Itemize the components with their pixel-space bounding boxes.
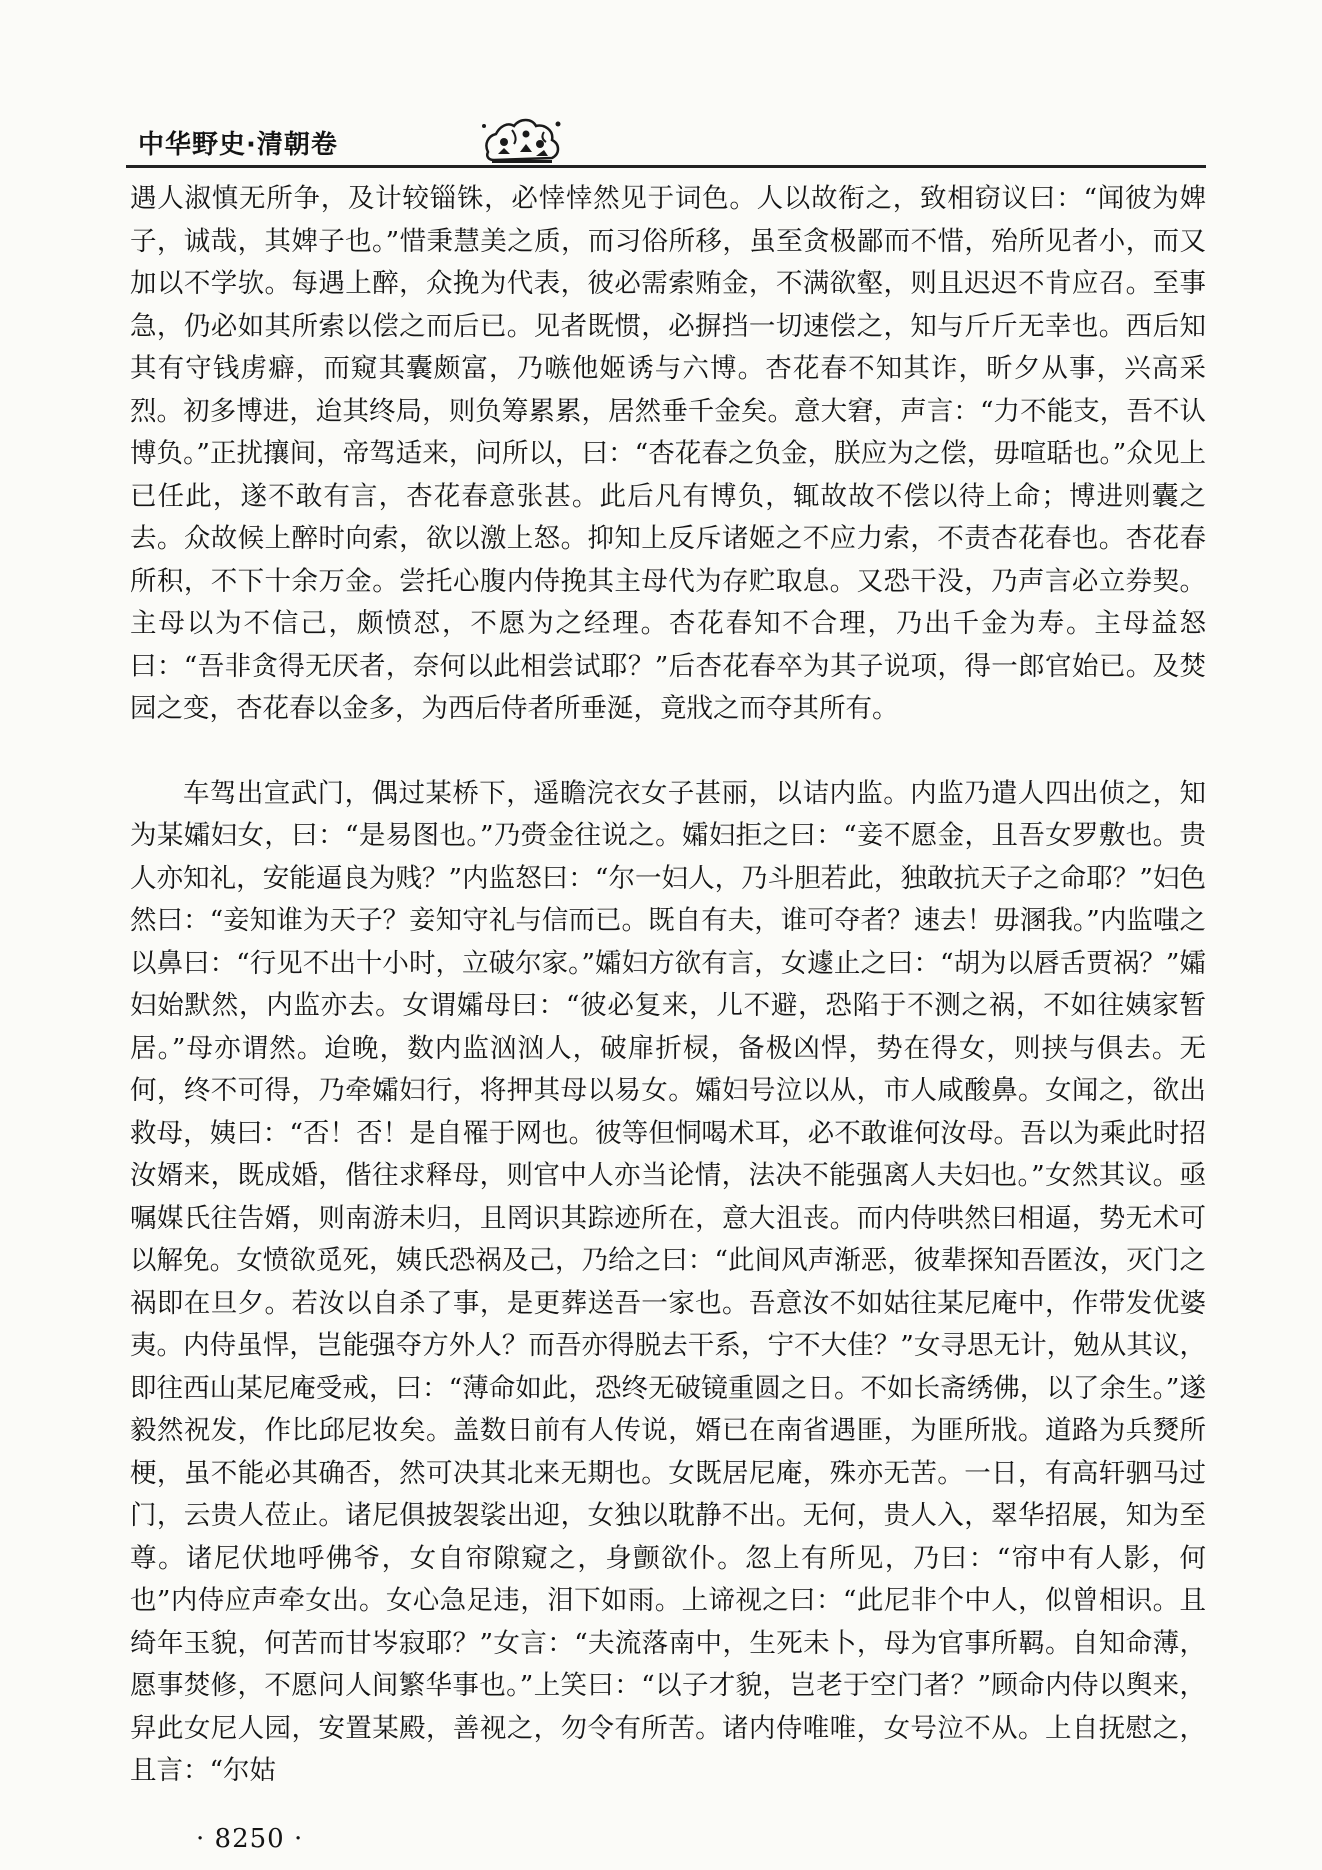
decorative-seal-icon: [474, 108, 570, 168]
paragraph-2: 车驾出宣武门，偶过某桥下，遥瞻浣衣女子甚丽，以诘内监。内监乃遣人四出侦之，知为某孀妇女，曰：“是易图也。”乃赍金往说之。孀妇拒之曰：“妾不愿金，且吾女罗敷也。贵人亦知礼，安能逼良为贱？”内监怒曰：“尔一妇人，乃斗胆若此，独敢抗天子之命耶？”妇色然曰：“妾知谁为天子？妾知守礼与信而已。既自有夫，谁可夺者？速去！毋溷我。”内监嗤之以鼻曰：“行见不出十小时，立破尔家。”孀妇方欲有言，女遽止之曰：“胡为以唇舌贾祸？”孀妇始默然，内监亦去。女谓孀母曰：“彼必复来，儿不避，恐陷于不测之祸，不如往姨家暂居。”母亦谓然。迨晚，数内监汹汹人，破扉折棂，备极凶悍，势在得女，则挟与俱去。无何，终不可得，乃牵孀妇行，将押其母以易女。孀妇号泣以从，市人咸酸鼻。女闻之，欲出救母，姨曰：“否！否！是自罹于网也。彼等但恫喝术耳，必不敢谁何汝母。吾以为乘此时招汝婿来，既成婚，偕往求释母，则官中人亦当论情，法决不能强离人夫妇也。”女然其议。亟嘱媒氏往告婿，则南游未归，且罔识其踪迹所在，意大沮丧。而内侍哄然曰相逼，势无术可以解免。女愤欲觅死，姨氏恐祸及己，乃给之曰：“此间风声渐恶，彼辈探知吾匿汝，灭门之祸即在旦夕。若汝以自杀了事，是更葬送吾一家也。吾意汝不如姑往某尼庵中，作带发优婆夷。内侍虽悍，岂能强夺方外人？而吾亦得脱去干系，宁不大佳？”女寻思无计，勉从其议，即往西山某尼庵受戒，曰：“薄命如此，恐终无破镜重圆之日。不如长斋绣佛，以了余生。”遂毅然祝发，作比邱尼妆矣。盖数日前有人传说，婿已在南省遇匪，为匪所戕。道路为兵燹所梗，虽不能必其确否，然可决其北来无期也。女既居尼庵，殊亦无苦。一日，有高轩驷马过门，云贵人莅止。诸尼俱披袈裟出迎，女独以耽静不出。无何，贵人入，翠华招展，知为至尊。诸尼伏地呼佛爷，女自帘隙窥之，身颤欲仆。忽上有所见，乃曰：“帘中有人影，何也”内侍应声牵女出。女心急足违，泪下如雨。上谛视之曰：“此尼非个中人，似曾相识。且绮年玉貌，何苦而甘岑寂耶？”女言：“夫流落南中，生死未卜，母为官事所羁。自知命薄，愿事焚修，不愿问人间繁华事也。”上笑曰：“以子才貌，岂老于空门者？”顾命内侍以舆来，舁此女尼人园，安置某殿，善视之，勿令有所苦。诸内侍唯唯，女号泣不从。上自抚慰之，且言：“尔姑: [130, 777, 1206, 1786]
page-number: · 8250 ·: [196, 1824, 304, 1854]
page-body: [130, 178, 1206, 1793]
page-header: [126, 112, 1206, 172]
paragraph-1: 遇人淑慎无所争，及计较锱铢，必悻悻然见于词色。人以故衔之，致相窃议曰：“闻彼为婢子，诚哉，其婢子也。”惜秉慧美之质，而习俗所移，虽至贪极鄙而不惜，殆所见者小，而又加以不学欤。每遇上醉，众挽为代表，彼必需索贿金，不满欲壑，则且迟迟不肯应召。至事急，仍必如其所索以偿之而后已。见者既惯，必摒挡一切速偿之，知与斤斤无幸也。西后知其有守钱虏癖，而窥其囊颇富，乃嗾他姬诱与六博。杏花春不知其诈，昕夕从事，兴高采烈。初多博进，迨其终局，则负筹累累，居然垂千金矣。意大窘，声言：“力不能支，吾不认博负。”正扰攘间，帝驾适来，问所以，曰：“杏花春之负金，朕应为之偿，毋喧聒也。”众见上已任此，遂不敢有言，杏花春意张甚。此后凡有博负，辄故故不偿以待上命；博进则囊之去。众故候上醉时向索，欲以激上怒。抑知上反斥诸姬之不应力索，不责杏花春也。杏花春所积，不下十余万金。尝托心腹内侍挽其主母代为存贮取息。又恐干没，乃声言必立券契。主母以为不信己，颇愤怼，不愿为之经理。杏花春知不合理，乃出千金为寿。主母益怒曰：“吾非贪得无厌者，奈何以此相尝试耶？”后杏花春卒为其子说项，得一郎官始已。及焚园之变，杏花春以金多，为西后侍者所垂涎，竟戕之而夺其所有。: [130, 183, 1206, 724]
header-rule: [126, 165, 1206, 168]
paragraph-gap: [130, 731, 1206, 773]
running-head: 中华野史·清朝卷: [138, 130, 338, 160]
